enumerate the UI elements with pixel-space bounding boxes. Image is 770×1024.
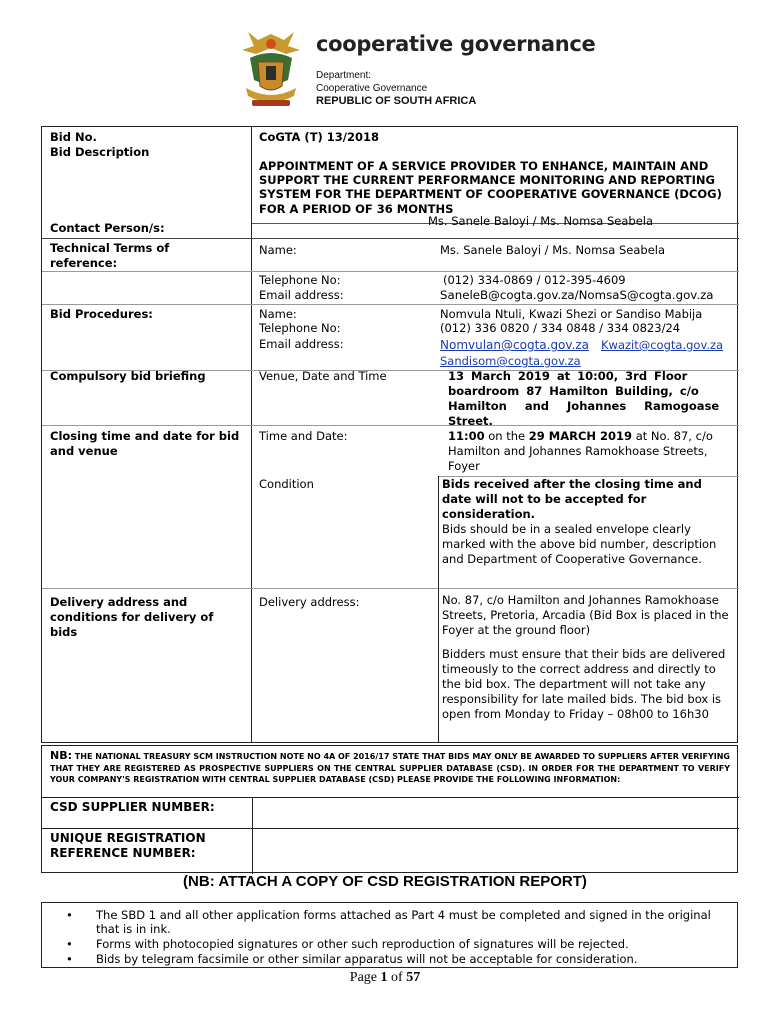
closing-detail-line: Hamilton and Johannes Ramokhoase Streets, [448, 444, 708, 458]
csd-supplier-row [42, 797, 739, 828]
briefing-detail-line: Street. [448, 414, 493, 428]
attach-note: (NB: ATTACH A COPY OF CSD REGISTRATION REPORT) [183, 873, 587, 890]
row-divider [42, 304, 739, 305]
condition-line: Bids should be in a sealed envelope clearly [442, 522, 691, 536]
bid-no-label: Bid No. [50, 130, 97, 144]
condition-bold-line: consideration. [442, 507, 536, 521]
bid-details-table [41, 126, 738, 743]
column-divider [252, 798, 253, 828]
page-current: 1 [380, 970, 388, 985]
bid-no-value: CoGTA (T) 13/2018 [259, 130, 380, 144]
closing-time: 11:00 [448, 429, 485, 443]
list-item [42, 952, 739, 966]
column-divider [251, 127, 252, 742]
condition-line: marked with the above bid number, description [442, 537, 717, 551]
delivery-label: conditions for delivery of [50, 610, 214, 624]
list-item-text: Bids by telegram facsimile or other similar apparatus will not be acceptable for consideration. [96, 952, 638, 966]
email-link[interactable]: Nomvulan@cogta.gov.za [440, 338, 590, 352]
procedures-name-label: Name: [259, 307, 297, 321]
column-divider [252, 829, 253, 874]
email-link[interactable]: Sandisom@cogta.gov.za [440, 354, 581, 368]
briefing-detail-line: Hamilton and Johannes Ramogoase [448, 399, 720, 413]
technical-email-value[interactable]: SaneleB@cogta.gov.za/NomsaS@cogta.gov.za [440, 288, 714, 302]
csd-notice-box [41, 745, 738, 873]
instructions-list [41, 902, 738, 968]
department-label: Department: [316, 70, 372, 81]
delivery-note-line: responsibility for late mailed bids. The bid box is [442, 692, 722, 706]
list-item-text: Forms with photocopied signatures or other such reproduction of signatures will be rejected. [96, 937, 629, 951]
contact-person-label: Contact Person/s: [50, 221, 165, 235]
delivery-label: Delivery address and [50, 595, 188, 609]
delivery-address-line: No. 87, c/o Hamilton and Johannes Ramokhoase [442, 593, 719, 607]
bid-procedures-label: Bid Procedures: [50, 307, 153, 321]
closing-label: Closing time and date for bid [50, 429, 240, 443]
briefing-label: Compulsory bid briefing [50, 369, 206, 383]
closing-connector: on the [484, 429, 529, 443]
technical-email-label: Email address: [259, 288, 344, 302]
procedures-email-label: Email address: [259, 337, 344, 351]
list-item [42, 937, 739, 951]
bid-description-line: APPOINTMENT OF A SERVICE PROVIDER TO ENHANCE, MAINTAIN AND [259, 159, 709, 173]
condition-bold-line: date will not to be accepted for [442, 492, 647, 506]
technical-phone-label: Telephone No: [259, 273, 341, 287]
delivery-note-line: timeously to the correct address and directly to [442, 662, 716, 676]
row-divider [42, 588, 739, 589]
closing-detail [448, 429, 713, 444]
letterhead [236, 28, 596, 114]
email-link[interactable]: Kwazit@cogta.gov.za [601, 338, 724, 352]
nb-body: THE NATIONAL TREASURY SCM INSTRUCTION NOTE NO 4A OF 2016/17 STATE THAT BIDS MAY ONLY BE AWARDED TO SUPPLIERS AFTER VERIFYING THAT THEY ARE REGISTERED AS PROSPECTIVE SUPPLIERS ON THE CENTRAL SUPPLIER DATABASE (CSD). IN ORDER FOR THE DEPARTMENT TO VERIFY YOUR COMPANY'S REGISTRATION WITH CENTRAL SUPPLIER DATABASE (CSD) PLEASE PROVIDE THE FOLLOWING INFORMATION: [50, 752, 730, 784]
condition-line: and Department of Cooperative Governance. [442, 552, 702, 566]
delivery-sub-label: Delivery address: [259, 595, 360, 609]
bid-description-line: SYSTEM FOR THE DEPARTMENT OF COOPERATIVE GOVERNANCE (DCOG) [259, 187, 722, 201]
procedures-phone-label: Telephone No: [259, 321, 341, 335]
unique-reference-row [42, 828, 739, 874]
condition-bold-line: Bids received after the closing time and [442, 477, 702, 491]
technical-terms-label: reference: [50, 256, 118, 270]
list-item [42, 908, 739, 938]
bullet-icon: • [66, 952, 73, 966]
briefing-detail-line: boardroom 87 Hamilton Building, c/o [448, 384, 699, 398]
closing-label: and venue [50, 444, 118, 458]
contact-person-value: Ms. Sanele Baloyi / Ms. Nomsa Seabela [428, 214, 654, 228]
bid-description-label: Bid Description [50, 145, 150, 159]
bid-description-line: SUPPORT THE CURRENT PERFORMANCE MONITORING AND REPORTING [259, 173, 715, 187]
list-item-text: The SBD 1 and all other application forms attached as Part 4 must be completed and signed in the original that is in ink. [96, 908, 711, 936]
procedures-phone-value: (012) 336 0820 / 334 0848 / 334 0823/24 [440, 321, 681, 335]
closing-sub-label: Time and Date: [259, 429, 348, 443]
department-title: cooperative governance [316, 32, 596, 56]
bullet-icon: • [66, 937, 73, 951]
condition-label: Condition [259, 477, 314, 491]
briefing-sub-label: Venue, Date and Time [259, 369, 387, 383]
row-divider [42, 238, 739, 239]
unique-reference-label: UNIQUE REGISTRATION [50, 831, 206, 845]
technical-terms-label: Technical Terms of [50, 241, 170, 255]
delivery-note-line: the bid box. The department will not take any [442, 677, 706, 691]
coat-of-arms-icon [236, 28, 306, 112]
csd-notice-text [50, 750, 730, 786]
csd-supplier-label: CSD SUPPLIER NUMBER: [50, 800, 215, 814]
unique-reference-label: REFERENCE NUMBER: [50, 846, 196, 860]
technical-name-value: Ms. Sanele Baloyi / Ms. Nomsa Seabela [440, 243, 666, 257]
delivery-address-line: Foyer at the ground floor) [442, 623, 591, 637]
page-word: Page [349, 970, 381, 985]
department-name: Cooperative Governance [316, 83, 428, 94]
row-divider [42, 425, 739, 426]
bullet-icon: • [66, 908, 73, 922]
page-total: 57 [406, 970, 421, 985]
country-name: REPUBLIC OF SOUTH AFRICA [316, 95, 477, 107]
procedures-name-value: Nomvula Ntuli, Kwazi Shezi or Sandiso Mabija [440, 307, 703, 321]
bid-description-line: FOR A PERIOD OF 36 MONTHS [259, 202, 454, 216]
column-divider [438, 476, 439, 742]
closing-detail-line: Foyer [448, 459, 480, 473]
delivery-note-line: Bidders must ensure that their bids are delivered [442, 647, 726, 661]
closing-date: 29 MARCH 2019 [528, 429, 633, 443]
delivery-note-line: open from Monday to Friday – 08h00 to 16h30 [442, 707, 709, 721]
page-of: of [387, 970, 407, 985]
row-divider [42, 271, 739, 272]
technical-phone-value: (012) 334-0869 / 012-395-4609 [443, 273, 626, 287]
nb-label: NB: [50, 749, 72, 762]
delivery-label: bids [50, 625, 78, 639]
closing-location: at No. 87, c/o [632, 429, 713, 443]
page-number [0, 970, 770, 986]
delivery-address-line: Streets, Pretoria, Arcadia (Bid Box is placed in the [442, 608, 729, 622]
briefing-detail-line: 13 March 2019 at 10:00, 3rd Floor [448, 369, 688, 383]
technical-name-label: Name: [259, 243, 297, 257]
